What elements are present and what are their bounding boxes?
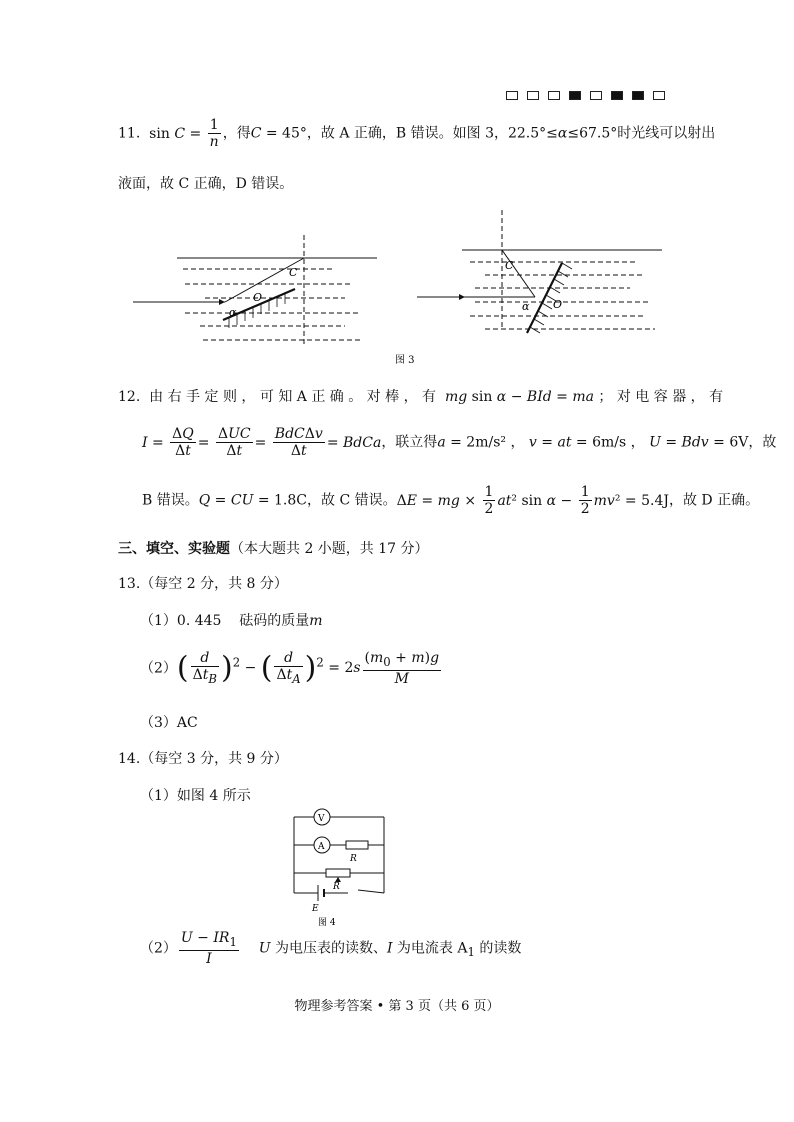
q14-a2-mid: 为电压表的读数、 [270,940,387,957]
label-r2: R [333,882,340,892]
formula-energy: ΔE = mg × $\frac{1}{2}$ at² sin α − $\frac{1}{2}$ mv² = 5.4J [396,484,669,517]
right-reflected-ray [502,250,535,297]
q13-number: 13. [118,576,141,592]
formula-resistance: $\frac{U - IR_1}{I}$ [180,930,237,967]
label-c-left: C [289,266,298,279]
right-arrow-icon [459,294,465,300]
figure-3-caption: 图 3 [395,355,415,366]
label-alpha-left: α [229,306,237,319]
label-alpha-right: α [522,300,530,313]
q12-text-a: 由 右 手 定 则 ， 可 知 A 正 确 。 对 棒 ， 有 [149,389,437,405]
section-3-note: （本大题共 2 小题，共 17 分） [230,541,429,557]
formula-current: I = $\frac{\Delta Q}{\Delta t}$ = $\frac{\text{ΔUC}}{\Delta t}$ = $\frac{\text{BdCΔv}}{\Delta t}$ = BdCa [142,426,382,459]
section-3-heading [118,538,429,558]
formula-velocity: ( $\frac{d}{\Delta t_B}$ )$^2$ − ( $\frac{d}{\Delta t_A}$ )$^2$ = 2s $\frac{(m_0 + m)g}{M}$ [176,650,440,687]
q12-number: 12. [118,389,141,405]
label-a1: A [318,842,325,852]
formula-values: a = 2m/s² ， v = at = 6m/s ， U = Bdv = 6V [437,434,749,451]
q14-answer-2: （2） $\frac{U - IR_1}{I}$ U 为电压表的读数、I 为电流表 $A_1$ 的读数 [140,930,522,967]
label-c-right: C [505,259,514,272]
section-3-title: 三、填空、实验题 [118,541,230,557]
q13-a1-text: 砝码的质量 [239,613,310,629]
q12-line2 [142,426,776,459]
label-o-left: O [253,291,263,304]
q13-header [118,573,288,593]
label-o-right: O [553,298,563,311]
q12-line3 [142,484,759,517]
q13-answer-1 [140,610,323,630]
q11-line2: 液面，故 C 正确，D 错误。 [118,176,294,192]
q11-number: 11. [118,125,141,142]
formula-charge: Q = CU = 1.8C [198,492,307,509]
mark-3 [548,91,560,100]
header-marks [497,88,665,104]
q14-header [118,748,288,768]
formula-c45: C = 45° [250,125,307,142]
mark-1 [506,91,518,100]
formula-sinc: sin C = $\frac{1}{n}$ [149,117,219,150]
q12-line2-end: ，故 [748,434,777,451]
figure-4-caption: 图 4 [318,918,336,927]
q11-text-c: ≤67.5°时光线可以射出 [567,125,716,142]
mark-6 [611,91,623,100]
mark-2 [527,91,539,100]
q12-text-c: B 错误。 [142,492,199,509]
mark-4 [569,91,581,100]
q14-a2-end: 为电流表 A [392,940,468,957]
q14-var-i: I [386,940,393,957]
rheostat-r2-icon [326,869,350,877]
mark-8 [653,91,665,100]
alpha-symbol: α [557,125,568,142]
resistor-r1-icon [346,841,368,849]
figure-3 [125,205,665,370]
q13-a1-prefix: （1）0. 445 [140,613,222,629]
q14-answer-1: （1）如图 4 所示 [140,788,251,804]
q12-text-e: ，故 D 正确。 [668,492,760,509]
page-footer: 物理参考答案 • 第 3 页（共 6 页） [294,999,500,1014]
label-e: E [312,904,319,914]
q14-var-u: U [258,940,271,957]
q14-a2-tail: 的读数 [474,940,522,957]
q11-text-b: ，故 A 正确，B 错误。如图 3，22.5°≤ [306,125,558,142]
q11-line1 [118,117,715,150]
q14-number: 14. [118,751,141,767]
q12-line1 [118,386,723,406]
q12-text-b: ； 对 电 容 器 ， 有 [598,389,724,405]
q14-note: （每空 3 分，共 9 分） [140,751,288,767]
formula-newton: mg sin α − BId = ma [444,389,594,405]
q12-text-d: ，故 C 错误。 [307,492,397,509]
mark-5 [590,91,602,100]
q13-a2-prefix: （2） [140,660,177,677]
q12-join-text: ，联立得 [381,434,438,451]
q13-answer-3: （3）AC [140,715,198,731]
q13-a1-var: m [309,613,323,629]
left-reflected-ray [225,258,304,302]
label-v: V [318,814,325,824]
left-arrow-icon [219,299,225,305]
mark-7 [632,91,644,100]
figure-4 [288,805,398,927]
q13-note: （每空 2 分，共 8 分） [140,576,288,592]
q14-a2-prefix: （2） [140,940,177,957]
label-r1: R [350,854,357,864]
q13-answer-2 [140,650,443,687]
q11-text-a: ，得 [222,125,251,142]
